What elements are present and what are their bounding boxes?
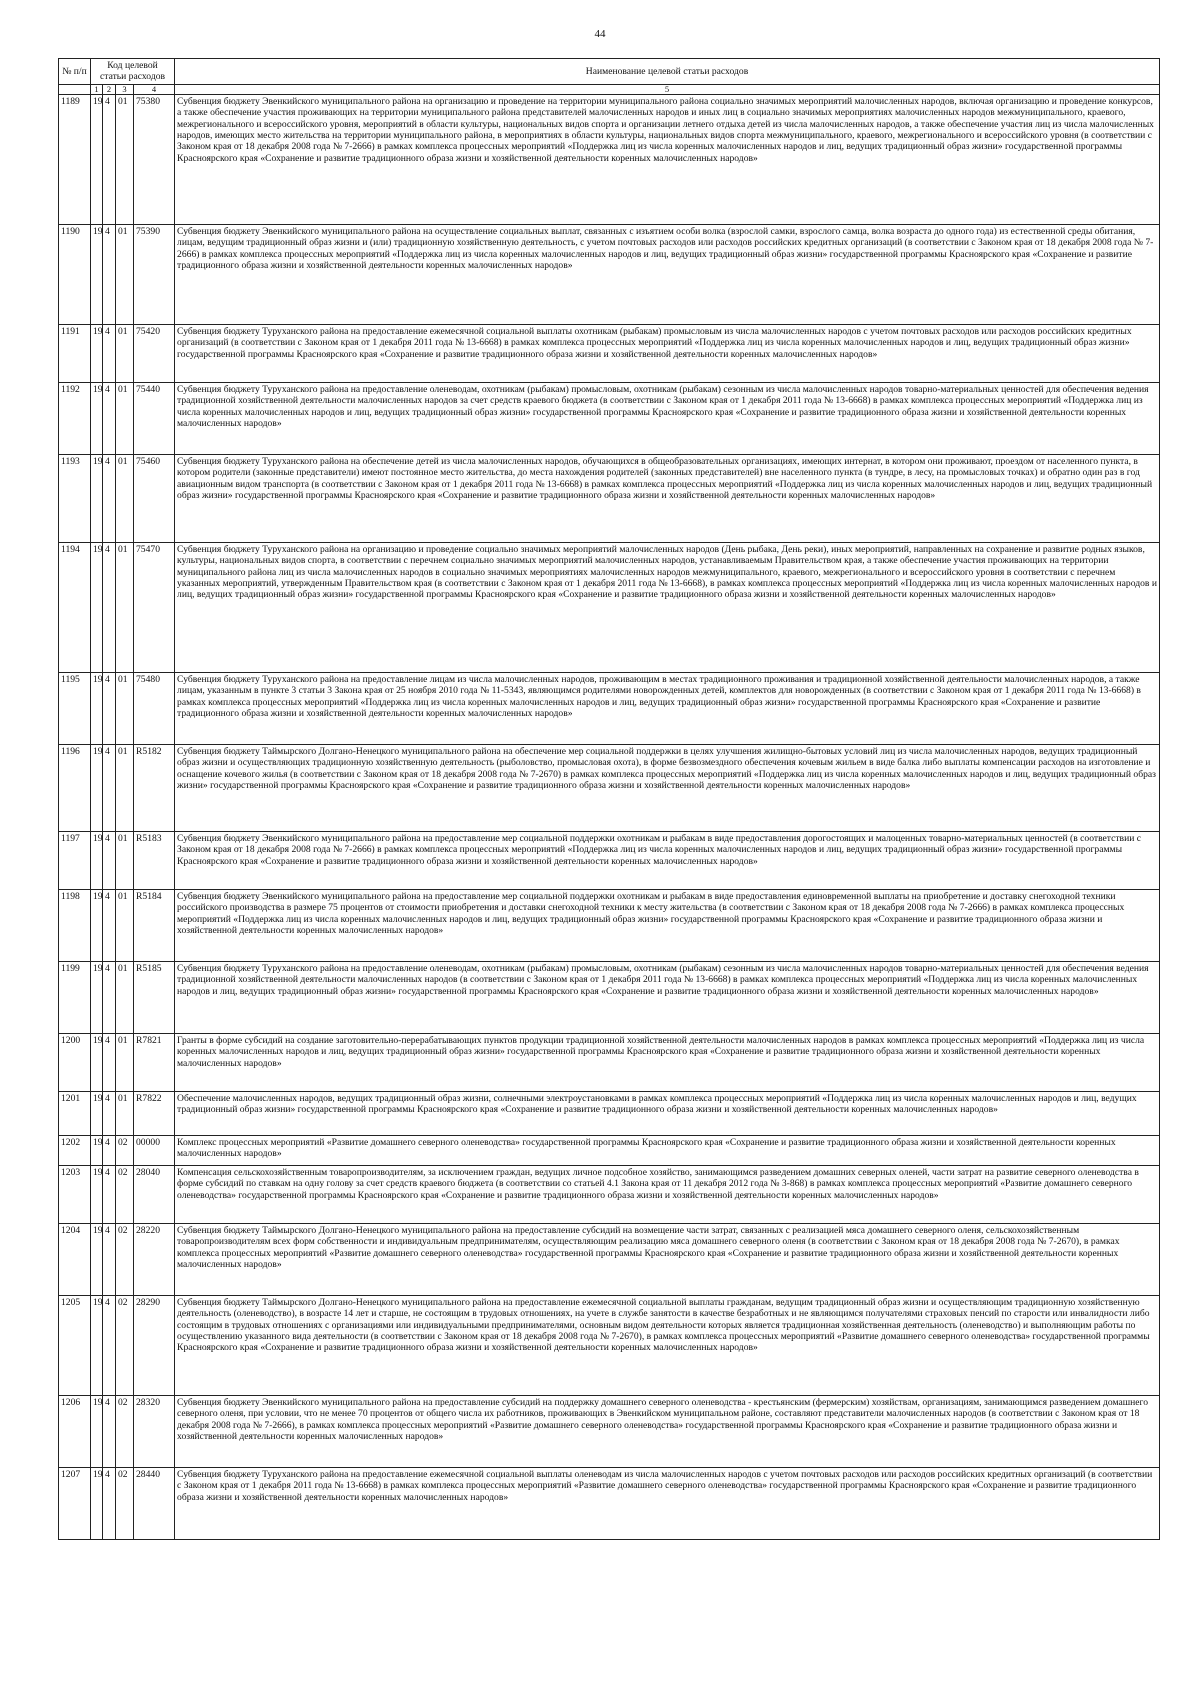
code-part-1: 19 [91,1467,103,1539]
index-cell: 2 [103,84,116,94]
code-part-1: 19 [91,324,103,382]
index-cell: 1 [91,84,103,94]
row-description: Обеспечение малочисленных народов, ведущих традиционный образ жизни, солнечными электроустановками в рамках комплекса процессных мероприятий «Поддержка лиц из числа коренных малочисленных народов и лиц, ведущих традиционный образ жизни» государственной программы Красноярского края «Сохранение и развитие традиционного образа жизни и хозяйственной деятельности коренных малочисленных народов» [175,1091,1160,1135]
table-row [59,1165,1160,1223]
code-part-1: 19 [91,889,103,961]
table-row [59,454,1160,542]
code-part-1: 19 [91,382,103,454]
code-part-4: R5182 [134,744,175,831]
code-part-3: 02 [116,1223,134,1295]
code-part-1: 19 [91,224,103,324]
table-row [59,94,1160,224]
code-part-4: 75480 [134,672,175,744]
code-part-3: 01 [116,672,134,744]
code-part-2: 4 [103,831,116,889]
row-description: Субвенция бюджету Туруханского района на предоставление ежемесячной социальной выплаты оленеводам из числа малочисленных народов с учетом почтовых расходов или расходов российских кредитных организаций (в соответствии с Законом края от 1 декабря 2011 года № 13-6668) в рамках комплекса процессных мероприятий «Развитие домашнего северного оленеводства» государственной программы Красноярского края «Сохранение и развитие традиционного образа жизни и хозяйственной деятельности коренных малочисленных народов» [175,1467,1160,1539]
code-part-3: 01 [116,744,134,831]
code-part-1: 19 [91,454,103,542]
code-part-4: 28440 [134,1467,175,1539]
row-description: Гранты в форме субсидий на создание заготовительно-перерабатывающих пунктов продукции традиционной хозяйственной деятельности малочисленных народов в рамках комплекса процессных мероприятий «Поддержка лиц из числа коренных малочисленных народов и лиц, ведущих традиционный образ жизни» государственной программы Красноярского края «Сохранение и развитие традиционного образа жизни и хозяйственной деятельности коренных малочисленных народов» [175,1033,1160,1091]
code-part-2: 4 [103,324,116,382]
code-part-2: 4 [103,94,116,224]
index-cell: 5 [175,84,1160,94]
table-row [59,1091,1160,1135]
page-number: 44 [594,28,606,40]
row-description: Субвенция бюджету Туруханского района на предоставление ежемесячной социальной выплаты охотникам (рыбакам) промысловым из числа малочисленных народов с учетом почтовых расходов или расходов российских кредитных организаций (в соответствии с Законом края от 1 декабря 2011 года № 13-6668) в рамках комплекса процессных мероприятий «Поддержка лиц из числа коренных малочисленных народов и лиц, ведущих традиционный образ жизни» государственной программы Красноярского края «Сохранение и развитие традиционного образа жизни и хозяйственной деятельности коренных малочисленных народов» [175,324,1160,382]
code-part-3: 02 [116,1165,134,1223]
code-part-4: R7822 [134,1091,175,1135]
code-part-4: 28220 [134,1223,175,1295]
code-part-1: 19 [91,1223,103,1295]
code-part-4: 75390 [134,224,175,324]
code-part-3: 01 [116,382,134,454]
header-code: Код целевой статьи расходов [91,59,175,85]
table-body [59,94,1160,1539]
code-part-2: 4 [103,1395,116,1467]
code-part-2: 4 [103,961,116,1033]
code-part-1: 19 [91,542,103,672]
code-part-2: 4 [103,1135,116,1165]
code-part-4: 28290 [134,1295,175,1395]
code-part-1: 19 [91,961,103,1033]
code-part-2: 4 [103,672,116,744]
row-number: 1196 [59,744,91,831]
code-part-3: 01 [116,1091,134,1135]
code-part-1: 19 [91,1033,103,1091]
code-part-3: 01 [116,831,134,889]
row-number: 1200 [59,1033,91,1091]
code-part-2: 4 [103,224,116,324]
table-row [59,1135,1160,1165]
code-part-2: 4 [103,744,116,831]
row-description: Субвенция бюджету Эвенкийского муниципального района на осуществление социальных выплат, связанных с изъятием особи волка (взрослой самки, взрослого самца, волка возраста до одного года) из естественной среды обитания, лицам, ведущим традиционный образ жизни и (или) традиционную хозяйственную деятельность, с учетом почтовых расходов или расходов российских кредитных организаций (в соответствии с Законом края от 18 декабря 2008 года № 7-2666) в рамках комплекса процессных мероприятий «Поддержка лиц из числа коренных малочисленных народов и лиц, ведущих традиционный образ жизни» государственной программы Красноярского края «Сохранение и развитие традиционного образа жизни и хозяйственной деятельности коренных малочисленных народов» [175,224,1160,324]
table-row [59,324,1160,382]
code-part-2: 4 [103,1033,116,1091]
row-description: Субвенция бюджету Эвенкийского муниципального района на предоставление мер социальной поддержки охотникам и рыбакам в виде предоставления единовременной выплаты на приобретение и доставку снегоходной техники российского производства в размере 75 процентов от стоимости приобретения и доставки снегоходной техники к месту жительства (в соответствии с Законом края от 18 декабря 2008 года № 7-2666) в рамках комплекса процессных мероприятий «Поддержка лиц из числа коренных малочисленных народов и лиц, ведущих традиционный образ жизни» государственной программы Красноярского края «Сохранение и развитие традиционного образа жизни и хозяйственной деятельности коренных малочисленных народов» [175,889,1160,961]
row-number: 1193 [59,454,91,542]
row-number: 1194 [59,542,91,672]
code-part-2: 4 [103,454,116,542]
table-row [59,1033,1160,1091]
row-description: Комплекс процессных мероприятий «Развитие домашнего северного оленеводства» государственной программы Красноярского края «Сохранение и развитие традиционного образа жизни и хозяйственной деятельности коренных малочисленных народов» [175,1135,1160,1165]
code-part-3: 02 [116,1467,134,1539]
expenditure-table [58,58,1160,1540]
code-part-4: R7821 [134,1033,175,1091]
code-part-3: 01 [116,324,134,382]
code-part-1: 19 [91,744,103,831]
row-number: 1195 [59,672,91,744]
index-cell: 4 [134,84,175,94]
row-number: 1204 [59,1223,91,1295]
table-row [59,1395,1160,1467]
table-row [59,224,1160,324]
row-description: Субвенция бюджету Эвенкийского муниципального района на организацию и проведение на территории муниципального района социально значимых мероприятий малочисленных народов, включая организацию и проведение конкурсов, а также обеспечение участия проживающих на территории муниципального района представителей малочисленных народов и иных лиц в социально значимых мероприятиях малочисленных народов межмуниципального, краевого, межрегионального и всероссийского уровня, мероприятий в области культуры, национальных видов спорта и организации летнего отдыха детей из числа малочисленных народов, а также обеспечение участия лиц из числа малочисленных народов, имеющих место жительства на территории муниципального района, в мероприятиях в области культуры, национальных видов спорта межмуниципального, краевого, межрегионального и всероссийского уровня (в соответствии с Законом края от 18 декабря 2008 года № 7-2666) в рамках комплекса процессных мероприятий «Поддержка лиц из числа коренных малочисленных народов и лиц, ведущих традиционный образ жизни» государственной программы Красноярского края «Сохранение и развитие традиционного образа жизни и хозяйственной деятельности коренных малочисленных народов» [175,94,1160,224]
header-num: № п/п [59,59,91,85]
code-part-3: 01 [116,94,134,224]
row-description: Субвенция бюджету Таймырского Долгано-Ненецкого муниципального района на обеспечение мер социальной поддержки в целях улучшения жилищно-бытовых условий лиц из числа малочисленных народов, ведущих традиционный образ жизни и осуществляющих традиционную хозяйственную деятельность (рыболовство, промысловая охота), в форме безвозмездного обеспечения кочевым жильем в виде балка либо выплаты компенсации расходов на изготовление и оснащение кочевого жилья (в соответствии с Законом края от 18 декабря 2008 года № 7-2670) в рамках комплекса процессных мероприятий «Поддержка лиц из числа коренных малочисленных народов и лиц, ведущих традиционный образ жизни» государственной программы Красноярского края «Сохранение и развитие традиционного образа жизни и хозяйственной деятельности коренных малочисленных народов» [175,744,1160,831]
code-part-3: 02 [116,1395,134,1467]
code-part-3: 01 [116,889,134,961]
code-part-4: 75420 [134,324,175,382]
code-part-4: 75460 [134,454,175,542]
row-description: Субвенция бюджету Туруханского района на предоставление оленеводам, охотникам (рыбакам) промысловым, охотникам (рыбакам) сезонным из числа малочисленных народов товарно-материальных ценностей для обеспечения ведения традиционной хозяйственной деятельности малочисленных народов за счет средств краевого бюджета (в соответствии с Законом края от 1 декабря 2011 года № 13-6668) в рамках комплекса процессных мероприятий «Поддержка лиц из числа коренных малочисленных народов и лиц, ведущих традиционный образ жизни» государственной программы Красноярского края «Сохранение и развитие традиционного образа жизни и хозяйственной деятельности коренных малочисленных народов» [175,382,1160,454]
row-description: Субвенция бюджету Эвенкийского муниципального района на предоставление субсидий на поддержку домашнего северного оленеводства - крестьянским (фермерским) хозяйствам, организациям, занимающимся разведением домашнего северного оленя, при условии, что не менее 70 процентов от общего числа их работников, проживающих в Эвенкийском муниципальном районе, составляют представители малочисленных народов (в соответствии с Законом края от 18 декабря 2008 года № 7-2666), в рамках комплекса процессных мероприятий «Развитие домашнего северного оленеводства» государственной программы Красноярского края «Сохранение и развитие традиционного образа жизни и хозяйственной деятельности коренных малочисленных народов» [175,1395,1160,1467]
row-number: 1201 [59,1091,91,1135]
row-description: Субвенция бюджету Туруханского района на предоставление оленеводам, охотникам (рыбакам) промысловым, охотникам (рыбакам) сезонным из числа малочисленных народов товарно-материальных ценностей для обеспечения ведения традиционной хозяйственной деятельности малочисленных народов (в соответствии с Законом края от 1 декабря 2011 года № 13-6668) в рамках комплекса процессных мероприятий «Поддержка лиц из числа коренных малочисленных народов и лиц, ведущих традиционный образ жизни» государственной программы Красноярского края «Сохранение и развитие традиционного образа жизни и хозяйственной деятельности коренных малочисленных народов» [175,961,1160,1033]
table-row [59,672,1160,744]
code-part-2: 4 [103,889,116,961]
table-index-row [59,84,1160,94]
row-number: 1202 [59,1135,91,1165]
code-part-4: R5185 [134,961,175,1033]
code-part-1: 19 [91,1165,103,1223]
row-description: Субвенция бюджету Туруханского района на предоставление лицам из числа малочисленных народов, проживающим в местах традиционного проживания и традиционной хозяйственной деятельности малочисленных народов, а также лицам, указанным в пункте 3 статьи 3 Закона края от 25 ноября 2010 года № 11-5343, являющимся родителями новорожденных детей, комплектов для новорожденных (в соответствии с Законом края от 1 декабря 2011 года № 13-6668) в рамках комплекса процессных мероприятий «Поддержка лиц из числа коренных малочисленных народов и лиц, ведущих традиционный образ жизни» государственной программы Красноярского края «Сохранение и развитие традиционного образа жизни и хозяйственной деятельности коренных малочисленных народов» [175,672,1160,744]
row-number: 1205 [59,1295,91,1395]
row-number: 1207 [59,1467,91,1539]
code-part-1: 19 [91,1395,103,1467]
table-row [59,744,1160,831]
code-part-1: 19 [91,1295,103,1395]
code-part-1: 19 [91,831,103,889]
code-part-2: 4 [103,1295,116,1395]
code-part-4: 75470 [134,542,175,672]
row-number: 1203 [59,1165,91,1223]
table-row [59,1223,1160,1295]
code-part-2: 4 [103,542,116,672]
code-part-1: 19 [91,1135,103,1165]
table-row [59,542,1160,672]
code-part-3: 01 [116,1033,134,1091]
table-row [59,1467,1160,1539]
code-part-2: 4 [103,382,116,454]
table-row [59,382,1160,454]
code-part-1: 19 [91,672,103,744]
code-part-4: R5184 [134,889,175,961]
row-description: Субвенция бюджету Таймырского Долгано-Ненецкого муниципального района на предоставление ежемесячной социальной выплаты гражданам, ведущим традиционный образ жизни и осуществляющим традиционную хозяйственную деятельность (оленеводство), в возрасте 14 лет и старше, не состоящим в трудовых отношениях, на учете в службе занятости в качестве безработных и не являющимся получателями страховых пенсий по старости или инвалидности либо состоящим в трудовых отношениях с организациями или индивидуальными предпринимателями, основным видом деятельности которых является традиционная хозяйственная деятельность (оленеводство) и выполняющим работы по осуществлению указанного вида деятельности (в соответствии с Законом края от 18 декабря 2008 года № 7-2670), в рамках комплекса процессных мероприятий «Развитие домашнего северного оленеводства» государственной программы Красноярского края «Сохранение и развитие традиционного образа жизни и хозяйственной деятельности коренных малочисленных народов» [175,1295,1160,1395]
row-number: 1197 [59,831,91,889]
row-number: 1191 [59,324,91,382]
code-part-4: R5183 [134,831,175,889]
row-description: Субвенция бюджету Туруханского района на организацию и проведение социально значимых мероприятий малочисленных народов (День рыбака, День реки), иных мероприятий, направленных на сохранение и развитие родных языков, культуры, национальных видов спорта, в соответствии с перечнем социально значимых мероприятий малочисленных народов, устанавливаемым Правительством края, а также обеспечение участия проживающих на территории муниципального района лиц из числа малочисленных народов в социально значимых мероприятиях малочисленных народов межмуниципального, краевого, межрегионального и всероссийского уровня в соответствии с перечнем указанных мероприятий, утвержденным Правительством края (в соответствии с Законом края от 1 декабря 2011 года № 13-6668), в рамках комплекса процессных мероприятий «Поддержка лиц из числа коренных малочисленных народов и лиц, ведущих традиционный образ жизни» государственной программы Красноярского края «Сохранение и развитие традиционного образа жизни и хозяйственной деятельности коренных малочисленных народов» [175,542,1160,672]
row-number: 1192 [59,382,91,454]
code-part-2: 4 [103,1467,116,1539]
row-description: Субвенция бюджету Туруханского района на обеспечение детей из числа малочисленных народов, обучающихся в общеобразовательных организациях, имеющих интернат, в котором они проживают, проездом от населенного пункта, в котором родители (законные представители) имеют постоянное место жительства, до места нахождения родителей (законных представителей) вне населенного пункта (в тундре, в лесу, на промысловых точках) и обратно один раз в год авиационным видом транспорта (в соответствии с Законом края от 1 декабря 2011 года № 13-6668) в рамках комплекса процессных мероприятий «Поддержка лиц из числа коренных малочисленных народов и лиц, ведущих традиционный образ жизни» государственной программы Красноярского края «Сохранение и развитие традиционного образа жизни и хозяйственной деятельности коренных малочисленных народов» [175,454,1160,542]
row-number: 1189 [59,94,91,224]
row-number: 1206 [59,1395,91,1467]
index-cell-blank [59,84,91,94]
table-row [59,1295,1160,1395]
code-part-2: 4 [103,1165,116,1223]
code-part-2: 4 [103,1091,116,1135]
row-number: 1199 [59,961,91,1033]
code-part-3: 02 [116,1295,134,1395]
code-part-3: 01 [116,224,134,324]
row-description: Компенсация сельскохозяйственным товаропроизводителям, за исключением граждан, ведущих личное подсобное хозяйство, занимающимся разведением домашних северных оленей, части затрат на развитие северного оленеводства в форме субсидий по ставкам на одну голову за счет средств краевого бюджета (в соответствии со статьей 4.1 Закона края от 11 декабря 2012 года № 3-868) в рамках комплекса процессных мероприятий «Развитие домашнего северного оленеводства» государственной программы Красноярского края «Сохранение и развитие традиционного образа жизни и хозяйственной деятельности коренных малочисленных народов» [175,1165,1160,1223]
row-description: Субвенция бюджету Таймырского Долгано-Ненецкого муниципального района на предоставление субсидий на возмещение части затрат, связанных с реализацией мяса домашнего северного оленя, сельскохозяйственным товаропроизводителям всех форм собственности и индивидуальным предпринимателям, осуществляющим реализацию мяса домашнего северного оленя (в соответствии с Законом края от 18 декабря 2008 года № 7-2670), в рамках комплекса процессных мероприятий «Развитие домашнего северного оленеводства» государственной программы Красноярского края «Сохранение и развитие традиционного образа жизни и хозяйственной деятельности коренных малочисленных народов» [175,1223,1160,1295]
header-name: Наименование целевой статьи расходов [175,59,1160,85]
table-row [59,961,1160,1033]
table-row [59,831,1160,889]
code-part-3: 01 [116,542,134,672]
index-cell: 3 [116,84,134,94]
code-part-4: 75380 [134,94,175,224]
row-number: 1198 [59,889,91,961]
code-part-1: 19 [91,1091,103,1135]
code-part-1: 19 [91,94,103,224]
code-part-4: 28040 [134,1165,175,1223]
code-part-4: 28320 [134,1395,175,1467]
code-part-3: 01 [116,961,134,1033]
table-row [59,889,1160,961]
code-part-4: 00000 [134,1135,175,1165]
row-number: 1190 [59,224,91,324]
code-part-4: 75440 [134,382,175,454]
code-part-2: 4 [103,1223,116,1295]
code-part-3: 01 [116,454,134,542]
table-header-row [59,59,1160,85]
code-part-3: 02 [116,1135,134,1165]
row-description: Субвенция бюджету Эвенкийского муниципального района на предоставление мер социальной поддержки охотникам и рыбакам в виде предоставления дорогостоящих и малоценных товарно-материальных ценностей (в соответствии с Законом края от 18 декабря 2008 года № 7-2666) в рамках комплекса процессных мероприятий «Поддержка лиц из числа коренных малочисленных народов и лиц, ведущих традиционный образ жизни» государственной программы Красноярского края «Сохранение и развитие традиционного образа жизни и хозяйственной деятельности коренных малочисленных народов» [175,831,1160,889]
